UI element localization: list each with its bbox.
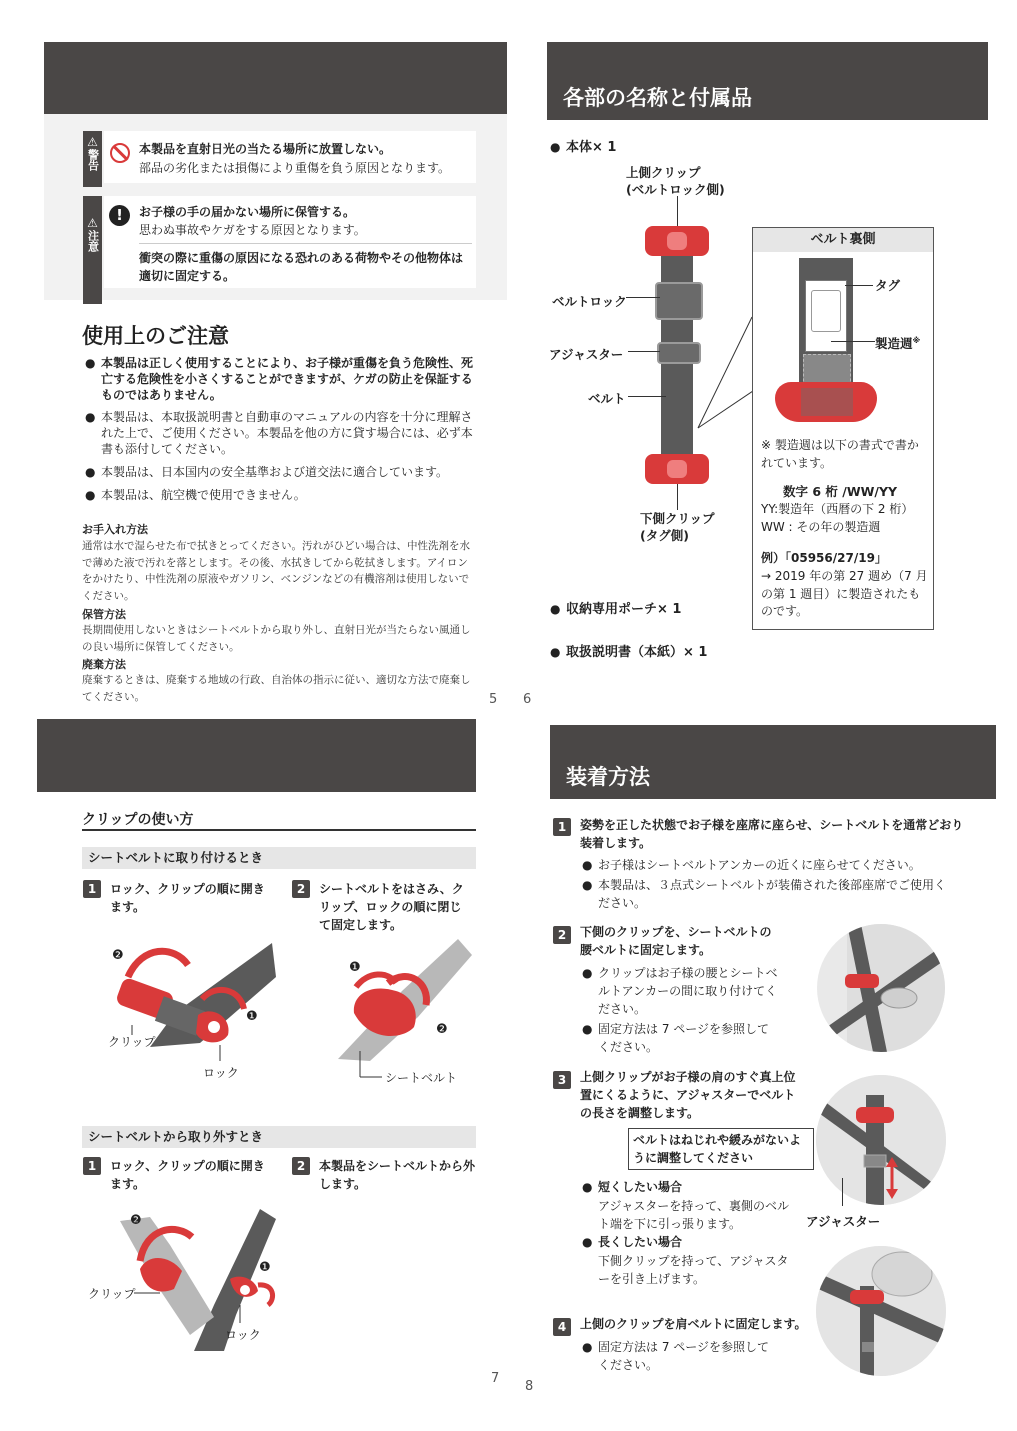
page7-section-rule xyxy=(82,829,476,831)
back-label-week-mark: ※ xyxy=(912,335,921,345)
belt-leader xyxy=(628,396,666,397)
tag-leader xyxy=(845,285,873,286)
caution-heading: お子様の手の届かない場所に保管する。 xyxy=(139,205,356,219)
back-example-text: → 2019 年の第 27 週め（7 月の第 1 週目）に製造されたものです。 xyxy=(761,569,928,618)
week-leader xyxy=(831,341,875,342)
belt-lock-leader xyxy=(626,297,660,298)
belt-back-title: ベルト裏側 xyxy=(753,228,933,252)
belt-lock-shape xyxy=(655,282,703,320)
back-clip-inner xyxy=(801,388,853,416)
remove-fig-label-clip: クリップ xyxy=(88,1287,136,1301)
p8-step4-number: 4 xyxy=(553,1318,571,1336)
p8-photo-adjuster-drawing xyxy=(816,1075,946,1205)
p8-step1-bullet-2: ● 本製品は、３点式シートベルトが装備された後部座席でご使用ください。 xyxy=(598,876,950,912)
remove-fig-num-2: ❷ xyxy=(130,1213,142,1228)
p8-photo-lap-belt xyxy=(817,924,945,1052)
page7-header-bar xyxy=(37,719,476,792)
label-adjuster: アジャスター xyxy=(549,347,624,362)
fig1-num-2: ❷ xyxy=(112,948,124,963)
page5-bullet-2: ● 本製品は、本取扱説明書と自動車のマニュアルの内容を十分に理解された上で、ご使用ください。本製品を他の方に貸す場合には、必ず本書も添付してください。 xyxy=(101,409,479,457)
p8-adjuster-label: アジャスター xyxy=(806,1214,881,1229)
upper-clip-leader xyxy=(677,196,678,226)
remove-step1-text: ロック、クリップの順に開きます。 xyxy=(110,1159,265,1191)
p8-step2-number: 2 xyxy=(553,926,571,944)
warning-triangle-icon: ⚠ xyxy=(87,135,98,149)
remove-bar: シートベルトから取り外すとき xyxy=(82,1126,476,1148)
care-text: 通常は水で湿らせた布で拭きとってください。汚れがひどい場合は、中性洗剤を水で薄めた液で汚れを落とします。その後、水拭きしてから乾拭きします。アイロンをかけたり、中性洗剤の原液やガソリン、ベンジンなどの有機溶剤は使用しないでください。 xyxy=(82,540,470,602)
warning-tag xyxy=(83,131,102,187)
warning-text: 部品の劣化または損傷により重傷を負う原因となります。 xyxy=(139,161,451,175)
page5-header-bar xyxy=(44,42,507,114)
back-note: ※ 製造週は以下の書式で書かれています。 xyxy=(761,438,919,470)
remove-step2-number: 2 xyxy=(292,1157,310,1175)
item-main: ● 本体× 1 xyxy=(566,139,616,156)
page6-header-bar xyxy=(547,42,988,120)
attach-step1-number: 1 xyxy=(83,880,101,898)
fig2-label-seatbelt: シートベルト xyxy=(385,1071,458,1085)
p8-photo-adjuster xyxy=(816,1075,946,1205)
adjuster-leader xyxy=(628,351,660,352)
p8-step2-bullet-2: ● 固定方法は 7 ページを参照してください。 xyxy=(598,1020,773,1056)
back-tag-inner xyxy=(811,290,841,332)
warning-tag-label: 警告 xyxy=(86,149,100,171)
p8-photo-shoulder-drawing xyxy=(816,1246,946,1376)
adjuster-shape xyxy=(657,342,701,364)
item-manual: ● 取扱説明書（本紙）× 1 xyxy=(566,644,707,661)
p8-step3-long-text: 下側クリップを持って、アジャスターを引き上げます。 xyxy=(598,1254,789,1286)
page5-bullet-1: ● 本製品は正しく使用することにより、お子様が重傷を負う危険性、死亡する危険性を小さくすることができますが、ケガの防止を保証するものではありません。 xyxy=(101,355,479,403)
label-belt-lock: ベルトロック xyxy=(552,294,627,309)
caution-text: 思わぬ事故やケガをする原因となります。 xyxy=(139,223,366,237)
p8-step3-number: 3 xyxy=(553,1071,571,1089)
disposal-text: 廃棄するときは、廃棄する地域の行政、自治体の指示に従い、適切な方法で廃棄してください。 xyxy=(82,674,471,703)
back-label-tag: タグ xyxy=(875,278,901,293)
attach-step1-text: ロック、クリップの順に開きます。 xyxy=(110,882,265,914)
adjuster-photo-leader xyxy=(842,1178,843,1206)
fig1-label-clip: クリップ xyxy=(108,1035,156,1049)
p8-step3-short-title: ● 短くしたい場合 xyxy=(598,1179,682,1195)
page5-title: 使用上のご注意 xyxy=(82,324,229,348)
disposal-title: 廃棄方法 xyxy=(82,658,126,671)
remove-step2-text: 本製品をシートベルトから外します。 xyxy=(319,1159,476,1191)
p8-step3-long-title: ● 長くしたい場合 xyxy=(598,1234,682,1250)
page8-number: 8 xyxy=(525,1379,534,1394)
page5-number: 5 xyxy=(489,692,498,707)
p8-photo-shoulder xyxy=(816,1246,946,1376)
back-format-title: 数字 6 桁 /WW/YY xyxy=(783,484,898,499)
attach-step2-text: シートベルトをはさみ、クリップ、ロックの順に閉じて固定します。 xyxy=(319,882,464,932)
fig1-label-lock: ロック xyxy=(203,1066,239,1080)
p8-step1-bullet-1: ● お子様はシートベルトアンカーの近くに座らせてください。 xyxy=(598,857,968,873)
attach-bar: シートベルトに取り付けるとき xyxy=(82,847,476,869)
page8-title: 装着方法 xyxy=(566,765,650,789)
fig1-num-1: ❶ xyxy=(246,1009,258,1024)
back-label-week-text: 製造週 xyxy=(875,336,913,351)
fig2-num-1: ❶ xyxy=(349,960,361,975)
p8-step1-text: 姿勢を正した状態でお子様を座席に座らせ、シートベルトを通常どおり装着します。 xyxy=(580,818,964,850)
page6-number: 6 xyxy=(523,692,532,707)
exclamation-icon: ! xyxy=(109,205,130,226)
attach-fig2 xyxy=(330,935,480,1085)
back-example-title: 例）「05956/27/19」 xyxy=(761,551,887,565)
remove-fig-label-lock: ロック xyxy=(225,1328,261,1342)
attach-step2-number: 2 xyxy=(292,880,310,898)
p8-step1-number: 1 xyxy=(553,818,571,836)
page5-bullet-3: ● 本製品は、日本国内の安全基準および道交法に適合しています。 xyxy=(101,464,479,480)
label-lower-clip: 下側クリップ (タグ側) xyxy=(640,511,715,543)
p8-step3-text: 上側クリップがお子様の肩のすぐ真上位置にくるように、アジャスターでベルトの長さを調整します。 xyxy=(580,1070,796,1120)
caution-tag xyxy=(83,196,102,304)
upper-clip-hole xyxy=(667,232,687,250)
caution-triangle-icon: ⚠ xyxy=(87,216,98,230)
care-title: お手入れ方法 xyxy=(82,523,148,536)
belt-back-box xyxy=(752,227,934,630)
caution-tag-label: 注意 xyxy=(86,230,100,252)
storage-title: 保管方法 xyxy=(82,608,126,621)
remove-fig-num-1: ❶ xyxy=(259,1260,271,1275)
belt-illustration xyxy=(643,226,713,488)
page7-section-title: クリップの使い方 xyxy=(82,812,194,828)
label-upper-clip: 上側クリップ (ベルトロック側) xyxy=(626,165,725,197)
p8-step3-short-text: アジャスターを持って、裏側のベルト端を下に引っ張ります。 xyxy=(598,1199,790,1231)
p8-step2-bullet-1: ● クリップはお子様の腰とシートベルトアンカーの間に取り付けてください。 xyxy=(598,964,783,1018)
page6-title: 各部の名称と付属品 xyxy=(563,86,752,110)
back-format-ww: WW : その年の製造週 xyxy=(761,520,881,534)
item-pouch: ● 収納専用ポーチ× 1 xyxy=(566,601,681,618)
caution-heading2: 衝突の際に重傷の原因になる恐れのある荷物やその他物体は適切に固定する。 xyxy=(139,251,464,283)
label-belt: ベルト xyxy=(588,391,626,406)
remove-step1-number: 1 xyxy=(83,1157,101,1175)
p8-step4-text: 上側のクリップを肩ベルトに固定します。 xyxy=(580,1317,807,1331)
p8-step4-bullet-1: ● 固定方法は 7 ページを参照してください。 xyxy=(598,1338,773,1374)
back-format-yy: YY:製造年（西暦の下 2 桁） xyxy=(761,502,914,516)
warning-heading: 本製品を直射日光の当たる場所に放置しない。 xyxy=(139,142,392,156)
page8-header-bar xyxy=(550,725,996,799)
p8-step3-box: ベルトはねじれや緩みがないように調整してください xyxy=(628,1128,814,1170)
lower-clip-leader xyxy=(677,484,678,510)
p8-photo-lap-belt-drawing xyxy=(817,924,945,1052)
storage-text: 長期間使用しないときはシートベルトから取り外し、直射日光が当たらない風通しの良い場所に保管してください。 xyxy=(82,624,471,653)
lower-clip-hole xyxy=(667,460,687,478)
prohibited-icon xyxy=(110,143,130,163)
fig2-num-2: ❷ xyxy=(436,1022,448,1037)
back-label-week xyxy=(875,334,920,352)
caution-divider xyxy=(139,243,472,244)
p8-step2-text: 下側のクリップを、シートベルトの腰ベルトに固定します。 xyxy=(580,925,772,957)
page7-number: 7 xyxy=(491,1371,500,1386)
page5-bullet-4: ● 本製品は、航空機で使用できません。 xyxy=(101,487,479,503)
